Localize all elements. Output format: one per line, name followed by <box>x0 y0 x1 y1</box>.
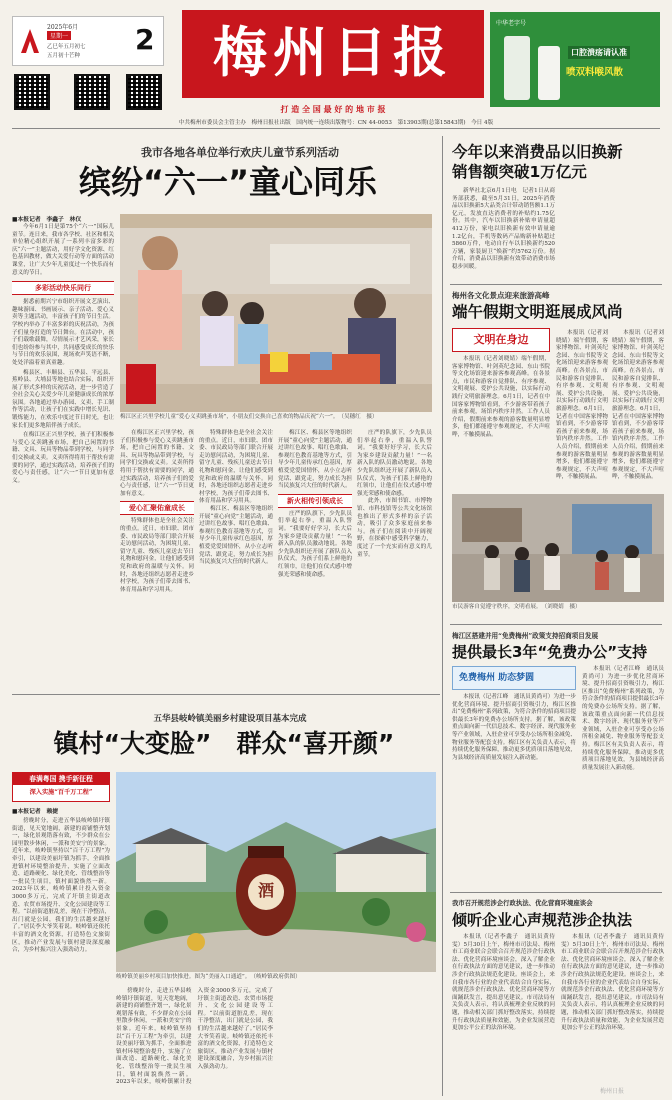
town-byline: ■本报记者 赖捷 <box>12 809 59 815</box>
lead-paragraph: 特殊群体也是全社会关注的重点。近日，市妇联、团市委、市民政局等部门联合开展走访慰问活动，为困境儿童、留守儿童、残疾儿童送去节日礼物和慰问金，让他们感受到党和政府的温暖与关怀。同时，各地还组织志愿者走进乡村学校，为孩子们带去图书、体育用品和学习用具。 <box>199 430 273 505</box>
lead-paragraph: 今年6月1日是第75个“六一”国际儿童节。连日来，我市各学校、社区和相关单位精心组织开展了一系列丰富多彩的庆“六一”主题活动，用好学文化资源、红色基因教材，做大关爱行动等方面的活动课堂，让广大少年儿童度过一个快乐而有意义的节日。 <box>12 224 114 276</box>
section-divider <box>450 284 662 285</box>
qr-code <box>14 74 50 110</box>
lead-paragraph: 梅江区、梅县区等地组织开展“童心向党”主题活动，通过讲红色故事、唱红色歌曲、参观红色教育基地等方式，引导少年儿童传承红色基因，厚植爱党爱国情怀，从小立志听党话、跟党走，努力成长为担当民族复兴大任的时代新人。 <box>278 430 352 490</box>
ad-product <box>504 36 530 100</box>
forum-headline: 倾听企业心声规范涉企执法 <box>452 911 633 929</box>
office-paragraph: 本报讯（记者江峰 通讯员黄尚可）为进一步优化营商环境、提升招商引资吸引力，梅江区推出“免费梅州”系列政策，为符合条件的招商项目提供最长3年的免费办公场所支持。据了解，该政策重点面向新一代信息技术、数字经济、现代服务业等产业领域，入驻企业可享受办公场所租金减免、物业服务等配套支持。梅江区有关负责人表示，将持续优化服务保障，推动更多优质项目落地见效，为县域经济高质量发展注入新动能。 <box>452 694 576 761</box>
office-banner <box>452 666 576 690</box>
lead-lower-col-4 <box>357 430 432 682</box>
lead-paragraph: 梅江区、梅县区等地组织开展“童心向党”主题活动，通过讲红色故事、唱红色歌曲、参观红色教育基地等方式，引导少年儿童传承红色基因，厚植爱党爱国情怀，从小立志听党话、跟党走，努力成长为担当民族复兴大任的时代新人。 <box>199 505 273 566</box>
town-photo-caption: 岐岭镇美丽乡村项目加快推进。图为“美丽入口通道”。 （岐岭镇政府供图） <box>116 974 301 980</box>
lead-headline: 缤纷“六一”童心同乐 <box>78 163 378 201</box>
forum-kicker: 我市召开规范涉企行政执法、优化营商环境座谈会 <box>452 899 593 907</box>
holiday-body-mid <box>556 330 608 492</box>
town-paragraph: 傍晚时分，走进五华县岐岭镇圩镇街道，见天宽地阔，新建的商铺整齐划一，绿化景观错落有致，不少群众在公园里散步休闲，一派和美安宁的景象。近年来，岐岭镇坚持以“百千万工程”为牵引，以建设美丽圩镇为抓手，全面推进镇村环境整治提升，实施了立面改造、道路硬化、绿化美化、管线整治等一批民生项目，镇村面貌焕然一新。2023年以来，岐岭镇累计投入资金3000多万元，完成了圩镇主街道改造、农贸市场提升、文化公园建设等工程。“以前街道脏乱差，现在干净整洁，出门就是公园，我们的生活越来越好了。”居民李大爷笑着说。岐岭镇还依托丰富的酒文化资源，打造特色文旅街区，推动产业发展与镇村建设深度融合，为乡村振兴注入强劲动力。 <box>116 988 273 1086</box>
header-rule <box>12 128 660 129</box>
solar-term: 五月初十芒种 <box>47 53 81 59</box>
holiday-photo <box>452 494 664 602</box>
lead-lower-col-3 <box>278 430 352 682</box>
town-banner-line-1: 春满粤国 携手新征程 <box>13 773 109 785</box>
town-paragraph: 傍晚时分，走进五华县岐岭镇圩镇街道，见天宽地阔，新建的商铺整齐划一，绿化景观错落有致，不少群众在公园里散步休闲，一派和美安宁的景象。近年来，岐岭镇坚持以“百千万工程”为牵引，以建设美丽圩镇为抓手，全面推进镇村环境整治提升，实施了立面改造、道路硬化、绿化美化、管线整治等一批民生项目，镇村面貌焕然一新。2023年以来，岐岭镇累计投入资金3000多万元，完成了圩镇主街道改造、农贸市场提升、文化公园建设等工程。“以前街道脏乱差，现在干净整洁，出门就是公园，我们的生活越来越好了。”居民李大爷笑着说。岐岭镇还依托丰富的酒文化资源，打造特色文旅街区，推动产业发展与镇村建设深度融合，为乡村振兴注入强劲动力。 <box>12 818 110 954</box>
corner-watermark: 梅州日报 <box>600 1088 625 1095</box>
forum-body-left <box>452 934 555 1094</box>
lead-lower-col-2 <box>199 430 273 682</box>
logo-icon <box>17 25 43 57</box>
holiday-kicker: 梅州各文化景点迎来旅游高峰 <box>452 291 550 300</box>
office-body-left <box>452 694 576 890</box>
town-photo <box>116 772 436 972</box>
holiday-paragraph: 本报讯（记者刘晓婧）端午假期，客家博物馆、叶剑英纪念园、东山书院等文化场馆迎来游客参观高峰。在各景点，市民和游客自觉排队、有序参观、文明观展、爱护公共设施，以实际行动践行文明旅游理念。6月1日，记者在中国客家博物馆看到，不少游客带着孩子前来参观，场馆内秩序井然。工作人员介绍，假期前来参观的游客数量明显增多，他们都能遵守参观规定，不大声喧哗，不触摸展品。 <box>612 330 664 481</box>
holiday-body-right <box>612 330 664 492</box>
holiday-photo-caption: 市民游客自觉遵守秩序，文明看展。 （刘晓婧 摄） <box>452 604 581 610</box>
office-headline: 提供最长3年“免费办公”支持 <box>452 643 648 661</box>
consumer-headline-1: 今年以来消费品以旧换新 <box>452 143 623 161</box>
vertical-divider <box>442 136 443 1096</box>
town-headline: 镇村“大变脸” 群众“喜开颜” <box>53 729 395 758</box>
page-number: 2 <box>135 23 155 56</box>
consumer-body <box>452 188 664 280</box>
section-divider <box>450 624 662 625</box>
lead-paragraph: 梅县区、丰顺县、五华县、平远县、蕉岭县、大埔县等地也结合实际，组织开展了形式多样的庆祝活动，进一步营造了全社会关心关爱少年儿童健康成长的浓厚氛围。各地通过举办游园、义卖、手工制作等活动，让孩子们在实践中增长见识、锻炼能力，在欢乐中度过节日时光，也让家长们更多地陪伴孩子成长。 <box>12 369 114 429</box>
ad-banner[interactable] <box>490 12 660 107</box>
qr-code <box>74 74 110 110</box>
lead-kicker: 我市各地各单位举行欢庆儿童节系列活动 <box>141 146 339 159</box>
lead-paragraph: 在梅江区正兴里学校，孩子们积极参与爱心义卖跳蚤市场，把自己闲置的书籍、文具、玩具等物品带到学校，与同学们交换或义卖。义卖所得将用于帮扶有需要的同学，通过实践活动，培养孩子们的爱心与责任感，让“六一”节日更加有意义。 <box>12 432 114 484</box>
ad-copy-2: 喷双料喉风散 <box>566 67 624 78</box>
holiday-paragraph: 本报讯（记者刘晓婧）端午假期，客家博物馆、叶剑英纪念园、东山书院等文化场馆迎来游客参观高峰。在各景点，市民和游客自觉排队、有序参观、文明观展、爱护公共设施，以实际行动践行文明旅游理念。6月1日，记者在中国客家博物馆看到，不少游客带着孩子前来参观，场馆内秩序井然。工作人员介绍，假期前来参观的游客数量明显增多，他们都能遵守参观规定，不大声喧哗，不触摸展品。 <box>452 356 550 438</box>
ad-product <box>538 46 560 100</box>
lead-photo <box>120 214 432 412</box>
section-divider <box>450 892 662 893</box>
ad-brand: 中华老字号 <box>496 20 527 27</box>
masthead <box>0 0 672 130</box>
lead-lower-col-1 <box>120 430 194 682</box>
lead-paragraph: 据悉前期兴宁市组织开展文艺演出、趣味游园、书画展示、亲子活动、爱心义卖等主题活动，丰富孩子们的节日生活。学校内举办了丰富多彩的庆祝活动，为孩子们量身打造的节日舞台。在活动中，孩子们载歌载舞，尽情展示才艺风采，家长们也纷纷参与其中，共同感受成长的快乐与节日的欢乐氛围，现场欢声笑语不断，处处洋溢着童真童趣。 <box>12 299 114 366</box>
issue-date: 2025年6月 <box>47 24 79 31</box>
town-banner-line-2: 深入实施“百千万工程” <box>29 789 93 796</box>
town-body-lower <box>116 988 436 1092</box>
lunar-date: 乙巳年五月初七 <box>47 44 86 50</box>
lead-text-column <box>12 224 114 684</box>
section-heading: 多彩活动快乐同行 <box>12 281 114 295</box>
office-body-right <box>582 666 664 890</box>
consumer-headline-2: 销售额突破1万亿元 <box>452 163 587 181</box>
publisher-line: 中共梅州市委员会主管主办 梅州日报社出版 国内统一连续出版物号：CN 44-0053 第13903期(总第15843期) 今日 4版 <box>178 120 494 126</box>
qr-code <box>126 74 162 110</box>
town-kicker: 五华县岐岭镇美丽乡村建设项目基本完成 <box>153 714 307 724</box>
wine-jar-character: 酒 <box>257 881 274 900</box>
office-kicker: 梅江区搭建并用“免费梅州”政策支持招商项目发展 <box>452 632 599 640</box>
section-heading: 爱心汇聚佑童成长 <box>120 501 194 515</box>
title-banner <box>182 10 484 98</box>
lead-paragraph: 特殊群体也是全社会关注的重点。近日，市妇联、团市委、市民政局等部门联合开展走访慰问活动，为困境儿童、留守儿童、残疾儿童送去节日礼物和慰问金，让他们感受到党和政府的温暖与关怀。同时，各地还组织志愿者走进乡村学校，为孩子们带去图书、体育用品和学习用具。 <box>120 518 194 593</box>
town-body-left <box>12 818 110 1088</box>
town-banner <box>12 772 110 802</box>
holiday-body-left <box>452 356 550 492</box>
lead-paragraph: 庄严的队旗下，少先队员们举起右拳，重温入队誓词。“我要好好学习，长大后为家乡建设贡献力量！”一名新入队的队员激动地说。各地少先队组织还开展了新队员入队仪式，为孩子们系上鲜艳的红领巾，让他们在仪式感中增强光荣感和使命感。 <box>357 430 432 497</box>
holiday-headline: 端午假期文明逛展成风尚 <box>452 303 623 321</box>
forum-paragraph: 本报讯（记者李鑫子 通讯员黄侍雯）5月30日上午，梅州市司法局、梅州市工商业联合会联合召开规范涉企行政执法、优化营商环境座谈会，深入了解企业在行政执法方面的意见建议，进一步推动涉企行政执法规范化建设。座谈会上，来自我市各行业的企业代表结合自身实际，就规范涉企行政执法、优化营商环境等方面踊跃发言，提出意见建议。市司法局有关负责人表示，将认真梳理企业反映的问题，推动相关部门抓好整改落实，持续提升行政执法质量和效能，为企业发展营造更加公平公正的法治环境。 <box>452 934 555 1032</box>
lead-paragraph: 此外，市图书馆、市博物馆、市科技馆等公共文化场馆也推出了形式多样的亲子活动，吸引了众多家庭前来参与。孩子们在阅读中开阔视野，在探索中感受科学魅力，度过了一个充实而有意义的儿童节。 <box>357 498 432 558</box>
lead-paragraph: 庄严的队旗下，少先队员们举起右拳，重温入队誓词。“我要好好学习，长大后为家乡建设贡献力量！”一名新入队的队员激动地说。各地少先队组织还开展了新队员入队仪式，为孩子们系上鲜艳的红领巾，让他们在仪式感中增强光荣感和使命感。 <box>278 510 352 578</box>
civility-logo-text: 文明在身边 <box>473 333 529 346</box>
forum-body-right <box>561 934 664 1094</box>
ad-copy-1: 口腔溃疡请认准 <box>568 46 630 59</box>
paper-title: 梅州日报 <box>213 20 453 84</box>
section-divider <box>12 694 440 695</box>
date-box <box>12 16 164 66</box>
office-paragraph: 本报讯（记者江峰 通讯员黄尚可）为进一步优化营商环境、提升招商引资吸引力，梅江区推出“免费梅州”系列政策，为符合条件的招商项目提供最长3年的免费办公场所支持。据了解，该政策重点面向新一代信息技术、数字经济、现代服务业等产业领域，入驻企业可享受办公场所租金减免、物业服务等配套支持。梅江区有关负责人表示，将持续优化服务保障，推动更多优质项目落地见效，为县域经济高质量发展注入新动能。 <box>582 666 664 771</box>
office-banner-text: 免费梅州 助态梦圆 <box>459 673 535 683</box>
lead-byline: ■本报记者 李鑫子 林仪 <box>12 217 82 223</box>
lead-paragraph: 在梅江区正兴里学校，孩子们积极参与爱心义卖跳蚤市场，把自己闲置的书籍、文具、玩具等物品带到学校，与同学们交换或义卖。义卖所得将用于帮扶有需要的同学，通过实践活动，培养孩子们的爱心与责任感，让“六一”节日更加有意义。 <box>120 430 194 497</box>
civility-logo <box>452 328 550 352</box>
lead-photo-caption: 梅江区正兴里学校儿童“爱心义卖跳蚤市场”，小朋友们交换自己喜欢的物品庆祝“六一”。 （吴穗红 摄） <box>120 414 378 420</box>
slogan: 打 造 全 国 最 好 的 地 市 报 <box>280 104 386 114</box>
weekday: 星期一 <box>47 31 71 40</box>
forum-paragraph: 本报讯（记者李鑫子 通讯员黄侍雯）5月30日上午，梅州市司法局、梅州市工商业联合会联合召开规范涉企行政执法、优化营商环境座谈会，深入了解企业在行政执法方面的意见建议，进一步推动涉企行政执法规范化建设。座谈会上，来自我市各行业的企业代表结合自身实际，就规范涉企行政执法、优化营商环境等方面踊跃发言，提出意见建议。市司法局有关负责人表示，将认真梳理企业反映的问题，推动相关部门抓好整改落实，持续提升行政执法质量和效能，为企业发展营造更加公平公正的法治环境。 <box>561 934 664 1032</box>
consumer-paragraph: 新华社北京6月1日电 记者1日从商务部获悉，截至5月31日，2025年消费品以旧换新5大品类合计带动销售额1.1万亿元，发放直达消费者的补贴约1.75亿份。其中，汽车以旧换新补贴申请量超412万份，家电以旧换新有效申请量逾1.2亿台，手机等数码产品购新补贴超过5860万件，电动自行车以旧换新约520万辆，家装厨卫“焕新”约5762万份。据介绍，消费品以旧换新有效带动消费市场稳步回暖。 <box>452 188 555 270</box>
holiday-paragraph: 本报讯（记者刘晓婧）端午假期，客家博物馆、叶剑英纪念园、东山书院等文化场馆迎来游客参观高峰。在各景点，市民和游客自觉排队、有序参观、文明观展、爱护公共设施，以实际行动践行文明旅游理念。6月1日，记者在中国客家博物馆看到，不少游客带着孩子前来参观，场馆内秩序井然。工作人员介绍，假期前来参观的游客数量明显增多，他们都能遵守参观规定，不大声喧哗，不触摸展品。 <box>556 330 608 481</box>
section-heading: 新火相传引领成长 <box>278 494 352 508</box>
